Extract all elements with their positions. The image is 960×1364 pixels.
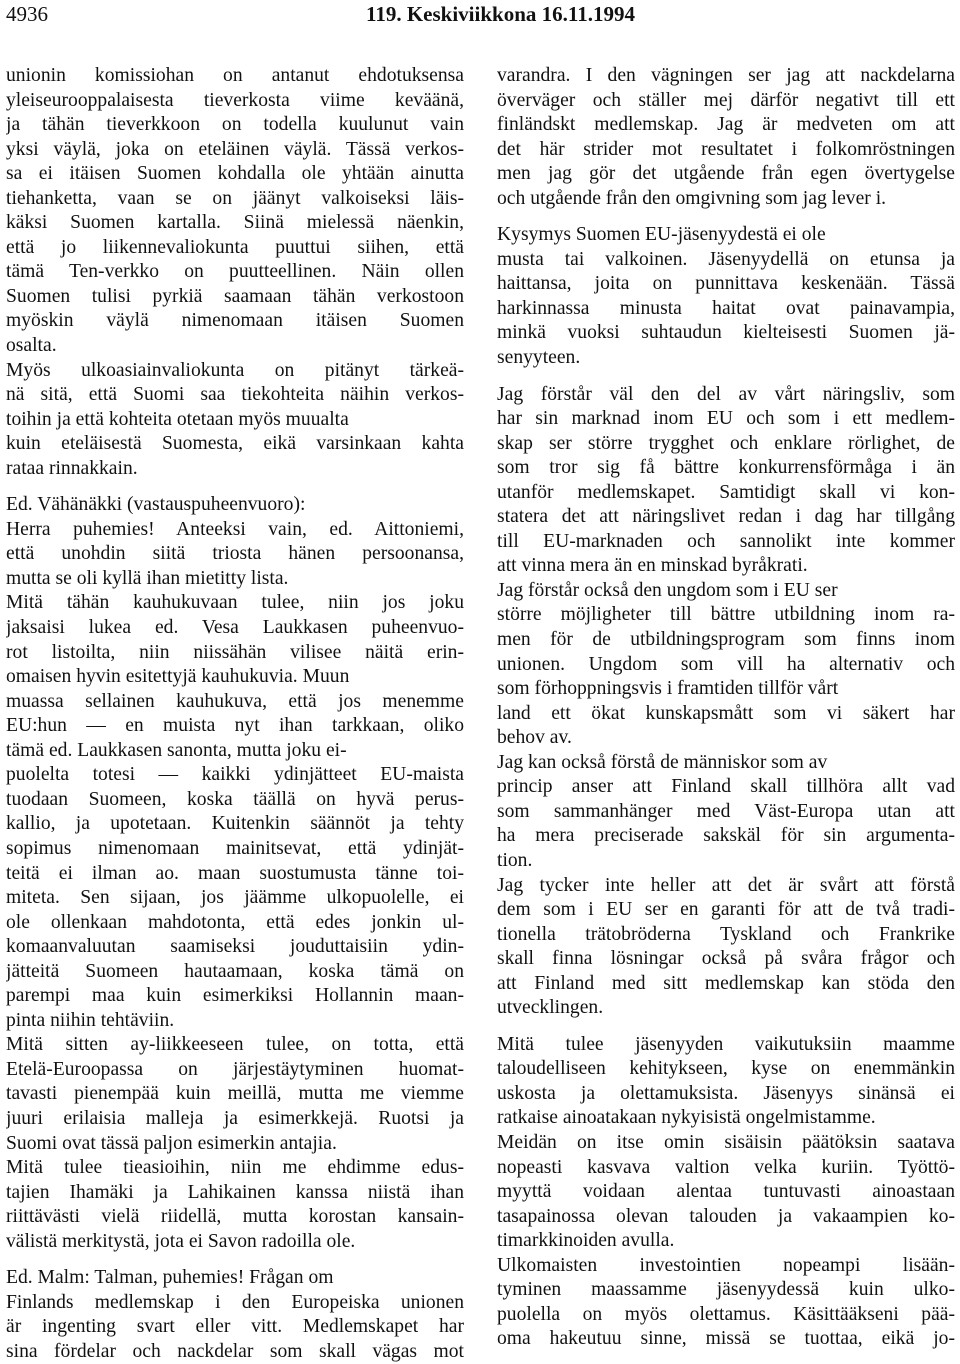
text-line: käksi Suomen kartalla. Siinä mielessä näenkin, (6, 212, 464, 234)
text-line: harkinnassa minusta haitat ovat painavampia, (497, 297, 955, 319)
text-line: kallio, ja upotetaan. Kuitenkin säännöt ja tehty (6, 813, 464, 835)
text-line: till EU-marknaden och sannolikt inte kommer (497, 530, 955, 552)
text-line: utanför medlemskapet. Samtidigt skall vi kon- (497, 481, 955, 503)
session-heading: 119. Keskiviikkona 16.11.1994 (366, 2, 635, 26)
text-line: omaisen hyvin esitettyjä kauhukuvia. Muun (6, 666, 350, 688)
text-line: mutta se oli kyllä ihan mietitty lista. (6, 567, 289, 589)
text-line: oma hakeutuu sinne, missä se tuottaa, eikä jo- (497, 1328, 955, 1350)
paragraph-gap (6, 481, 464, 493)
text-line: jaksaisi lukea ed. Vesa Laukkasen puheenvuo- (6, 617, 464, 639)
text-line: musta tai valkoinen. Jäsenyydellä on etunsa ja (497, 248, 955, 270)
text-line: Mitä tulee tieasioihin, niin me ehdimme edus- (6, 1157, 464, 1179)
text-line: som tror sig få bättre konkurrensförmåga i än (497, 457, 955, 479)
text-line: uskosta ja olettamuksista. Jäsenyys sinänsä ei (497, 1082, 955, 1104)
text-line: tyminen maassamme jäsenyydessä kuin ulko- (497, 1279, 955, 1301)
text-line: Mitä sitten ay-liikkeeseen tulee, on totta, että (6, 1034, 464, 1056)
text-line: parempi maa kuin esimerkiksi Hollannin maan- (6, 985, 464, 1007)
right-column (497, 64, 955, 1352)
text-line: och utgående från den omgivning som jag lever i. (497, 187, 887, 209)
text-line: statera det att näringslivet redan i dag har tillgång (497, 506, 955, 528)
text-line: että unohdin siitä triosta hänen persoonansa, (6, 543, 464, 565)
text-line: Jag förstår väl den del av vårt näringsliv, som (497, 383, 955, 405)
text-line: ha mera preciserade sakskäl för sin argumenta- (497, 825, 955, 847)
text-line: tionella trätobröderna Tyskland och Frankrike (497, 923, 955, 945)
text-line: yleiseurooppalaisesta tieverkosta viime keväänä, (6, 89, 464, 111)
text-line: att Finland med sitt medlemskap kan stöda den (497, 972, 955, 994)
text-line: tiehanketta, vaan se on jäänyt valkoiseksi läis- (6, 187, 464, 209)
text-line: Jag förstår också den ungdom som i EU ser (497, 579, 838, 601)
text-line: att vinna mera än en minskad byråkrati. (497, 555, 808, 577)
text-line: varandra. I den vägningen ser jag att nackdelarna (497, 65, 955, 86)
text-line: större möjligheter till bättre utbildning inom ra- (497, 604, 955, 626)
text-line: unionen. Ungdom som vill ha alternativ och (497, 653, 955, 675)
text-line: princip anser att Finland skall tillhöra allt vad (497, 776, 955, 798)
text-line: minkä vuoksi suhtaudun kielteisesti Suomen jä- (497, 322, 955, 344)
text-line: tämä Ten-verkko on puutteellinen. Näin ollen (6, 261, 464, 283)
paragraph-gap (497, 371, 955, 383)
text-line: kuin eteläisestä Suomesta, eikä varsinkaan kahta (6, 433, 464, 455)
text-line: tuodaan Suomeen, koska täällä on hyvä perus- (6, 788, 464, 810)
text-line: komaanvaluutan saamiseksi jouduttaisiin ydin- (6, 936, 464, 958)
text-line: sopimus nimenomaan mainitsevat, että ydinjät- (6, 837, 464, 859)
text-line: men för de utbildningsprogram som finns inom (497, 629, 955, 651)
text-line: överväger och ställer mej därför negativt till ett (497, 89, 955, 111)
text-line: Mitä tähän kauhukuvaan tulee, niin jos joku (6, 592, 464, 614)
text-line: ole ollenkaan mahdotonta, että edes jonkin ul- (6, 911, 464, 933)
paragraph-gap (497, 1021, 955, 1033)
text-line: Myös ulkoasiainvaliokunta on pitänyt tärkeä- (6, 359, 464, 381)
text-line: tasapainossa olevan talouden ja vakaampien ko- (497, 1205, 955, 1227)
text-line: rot listoilta, niin niissähän vilisee näitä erin- (6, 641, 464, 663)
text-line: Mitä tulee jäsenyyden vaikutuksiin maamme (497, 1033, 955, 1055)
text-line: puolella on myös olettamus. Käsittääkseni pää- (497, 1303, 955, 1325)
text-line: skap ser större trygghet och enklare rörlighet, de (497, 432, 955, 454)
text-line: haittansa, joita on punnittava keskenään. Tässä (497, 273, 955, 295)
text-line: ja tähän tieverkkoon on todella kuulunut vain (6, 114, 464, 136)
text-line: finländskt medlemskap. Jag är medveten om att (497, 114, 955, 136)
text-line: timarkkinoiden avulla. (497, 1230, 675, 1252)
paragraph-gap (497, 211, 955, 223)
text-line: senyyteen. (497, 347, 581, 369)
text-line: riittävästi vielä riidellä, mutta korostan kansain- (6, 1206, 464, 1228)
text-line: som sammanhänger med Väst-Europa utan att (497, 800, 955, 822)
text-line: muassa sellainen kauhukuva, että jos menemme (6, 690, 464, 712)
text-line: skall finna lösningar också på svåra frågor och (497, 948, 955, 970)
text-line: myöskin väylä nimenomaan itäisen Suomen (6, 310, 464, 332)
text-line: har sin marknad inom EU och som i ett medlem- (497, 408, 955, 430)
text-line: että jo liikennevaliokunta puuttui siihen, että (6, 236, 464, 258)
text-line: yksi väylä, joka on eteläinen väylä. Tässä verkos- (6, 138, 464, 160)
text-line: Kysymys Suomen EU-jäsenyydestä ei ole (497, 224, 826, 246)
text-line: unionin komissiohan on antanut ehdotuksensa (6, 65, 464, 86)
text-line: som förhoppningsvis i framtiden tillför vårt (497, 678, 839, 700)
text-line: jätteitä Suomeen hautaamaan, koska tämä on (6, 960, 464, 982)
text-line: Ulkomaisten investointien nopeampi lisään- (497, 1254, 955, 1276)
text-line: toihin ja että kohteita otetaan myös muualta (6, 408, 349, 430)
text-line: Jag tycker inte heller att det är svårt att förstå (497, 874, 955, 896)
text-line: det här strider mot resultatet i folkomröstningen (497, 138, 955, 160)
text-line: nä sitä, että Suomi saa tiekohteita näihin verkos- (6, 384, 464, 406)
text-line: Finlands medlemskap i den Europeiska unionen (6, 1291, 464, 1313)
text-line: tion. (497, 849, 533, 871)
text-line: sina fördelar och nackdelar som skall vägas mot (6, 1340, 464, 1362)
text-line: men jag gör det utgående från egen övertygelse (497, 163, 955, 185)
paragraph-gap (6, 1254, 464, 1266)
text-line: tämä ed. Laukkasen sanonta, mutta joku ei- (6, 739, 347, 761)
text-line: ratkaise ainoatakaan nykyisistä ongelmistamme. (497, 1107, 876, 1129)
text-line: miteta. Sen sijaan, jos jäämme ulkopuolelle, ei (6, 887, 464, 909)
page-header (0, 0, 960, 40)
text-line: juuri erilaisia malleja ja esimerkkejä. Ruotsi ja (6, 1107, 464, 1129)
text-line: teitä ei ilman ao. maan suostumusta tänne toi- (6, 862, 464, 884)
text-line: är ingenting svart eller vitt. Medlemskapet har (6, 1316, 464, 1338)
text-line: sa ei itäisen Suomen kohdalla ole yhtään ainutta (6, 163, 464, 185)
text-line: tajien Ihamäki ja Lahikainen kanssa niistä ihan (6, 1181, 464, 1203)
text-line: Jag kan också förstå de människor som av (497, 751, 828, 773)
text-line: dem som i EU ser en garanti för att de två tradi- (497, 899, 955, 921)
page-number: 4936 (6, 2, 48, 26)
text-line: puolelta totesi — kaikki ydinjätteet EU-maista (6, 764, 464, 786)
text-line: Meidän on itse omin sisäisin päätöksin saatava (497, 1131, 955, 1153)
text-line: Herra puhemies! Anteeksi vain, ed. Aittoniemi, (6, 518, 464, 540)
text-line: Etelä-Euroopassa on järjestäytyminen huomat- (6, 1058, 464, 1080)
text-line: behov av. (497, 727, 572, 749)
text-line: pinta niihin tehtäviin. (6, 1009, 175, 1031)
text-line: välistä merkitystä, jota ei Savon radoilla ole. (6, 1230, 356, 1252)
text-line: utvecklingen. (497, 997, 604, 1019)
text-line: taloudelliseen kehitykseen, kyse on enemmänkin (497, 1058, 955, 1080)
text-line: myyttä voidaan alentaa tuntuvasti ainoastaan (497, 1181, 955, 1203)
text-line: land ett ökat kunskapsmått som vi säkert har (497, 702, 955, 724)
left-column (6, 64, 464, 1364)
text-line: Suomen tulisi pyrkiä saamaan tähän verkostoon (6, 285, 464, 307)
text-line: Suomi ovat tässä paljon esimerkin antajia. (6, 1132, 337, 1154)
text-line: rataa rinnakkain. (6, 457, 138, 479)
text-line: Ed. Vähänäkki (vastauspuheenvuoro): (6, 494, 306, 516)
text-line: EU:hun — en muista nyt ihan tarkkaan, oliko (6, 715, 464, 737)
text-line: nopeasti kasvava valtion velka kuriin. Työttö- (497, 1156, 955, 1178)
text-line: Ed. Malm: Talman, puhemies! Frågan om (6, 1267, 334, 1289)
text-line: osalta. (6, 335, 57, 357)
text-line: tavasti pienempää kuin meillä, mutta me viemme (6, 1083, 464, 1105)
